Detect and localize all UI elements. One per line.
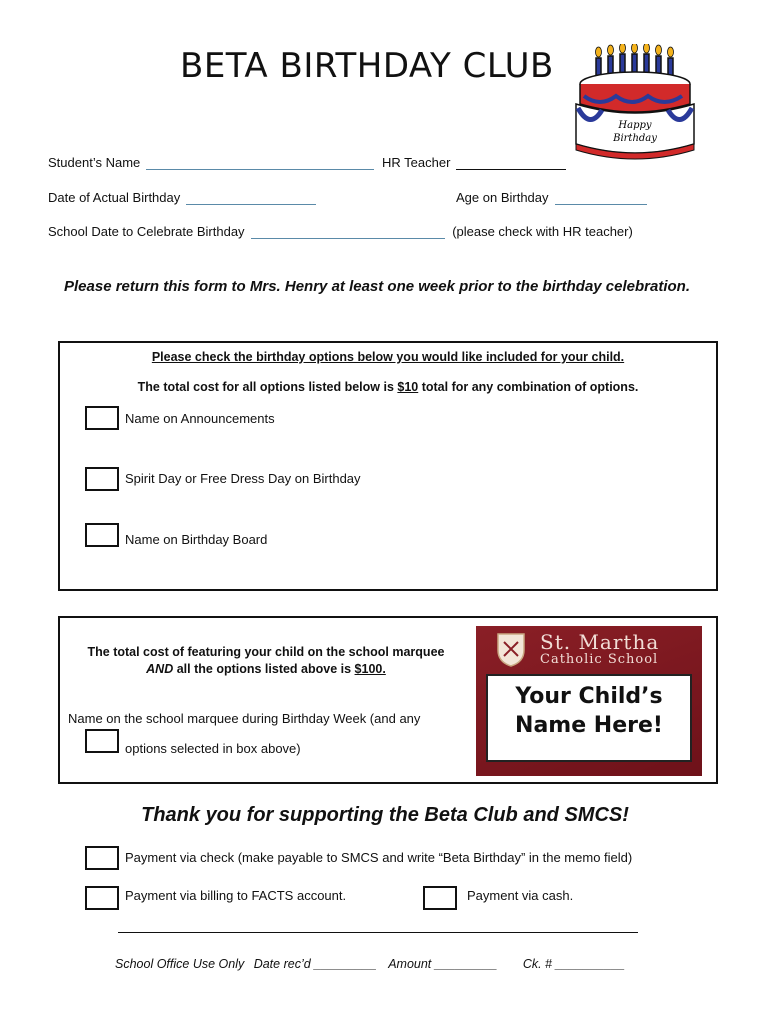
payment-check-label: Payment via check (make payable to SMCS and write “Beta Birthday” in the memo field): [125, 850, 633, 865]
marquee-checkbox[interactable]: [85, 729, 119, 753]
marquee-and: AND: [146, 662, 174, 676]
sign-school-name: St. Martha: [540, 630, 660, 654]
marquee-cost-line2: [66, 662, 466, 676]
school-crest-icon: [496, 632, 526, 668]
office-check-number: Ck. # __________: [522, 957, 625, 971]
options-box: [58, 341, 718, 591]
sign-name-panel: [486, 674, 692, 762]
school-date-field[interactable]: [48, 224, 633, 239]
school-date-blank[interactable]: [251, 224, 445, 239]
cake-text-happy: Happy: [618, 120, 652, 131]
options-cost: [58, 380, 718, 394]
student-name-label: Student’s Name: [48, 155, 141, 170]
marquee-option-line2: options selected in box above): [125, 741, 301, 756]
options-heading: Please check the birthday options below you would like included for your child.: [151, 350, 625, 364]
office-date-received: Date rec’d _________: [253, 957, 377, 971]
marquee-cost-rest: all the options listed above is: [173, 662, 355, 676]
birthday-cake-icon: [570, 44, 700, 162]
payment-cash-label: Payment via cash.: [467, 888, 574, 903]
marquee-option-line1: Name on the school marquee during Birthday Week (and any: [68, 711, 421, 726]
thanks-message: Thank you for supporting the Beta Club and SMCS!: [141, 804, 629, 826]
sign-school-type: Catholic School: [540, 652, 659, 667]
office-amount: Amount _________: [388, 957, 498, 971]
office-use-row: [115, 957, 625, 971]
student-name-field[interactable]: [48, 155, 374, 170]
options-cost-amount: $10: [397, 380, 419, 394]
sign-name-line2: Name Here!: [515, 713, 663, 738]
school-date-label: School Date to Celebrate Birthday: [48, 224, 245, 239]
birthday-board-checkbox[interactable]: [85, 523, 119, 547]
page-title: BETA BIRTHDAY CLUB: [180, 46, 554, 86]
hr-teacher-label: HR Teacher: [382, 155, 451, 170]
birthday-date-label: Date of Actual Birthday: [48, 190, 181, 205]
birthday-board-label: Name on Birthday Board: [125, 532, 268, 547]
payment-check-checkbox[interactable]: [85, 846, 119, 870]
payment-billing-label: Payment via billing to FACTS account.: [125, 888, 347, 903]
payment-billing-checkbox[interactable]: [85, 886, 119, 910]
age-blank[interactable]: [555, 190, 647, 205]
announcements-checkbox[interactable]: [85, 406, 119, 430]
spirit-day-checkbox[interactable]: [85, 467, 119, 491]
school-date-note: (please check with HR teacher): [452, 224, 633, 239]
birthday-date-field[interactable]: [48, 190, 316, 205]
return-note: Please return this form to Mrs. Henry at least one week prior to the birthday celebration.: [64, 278, 690, 295]
hr-teacher-blank[interactable]: [456, 155, 566, 170]
office-divider: [118, 932, 638, 933]
sign-name-line1: Your Child’s: [515, 684, 663, 709]
hr-teacher-field[interactable]: [382, 155, 566, 170]
office-label: School Office Use Only: [115, 957, 245, 971]
options-cost-prefix: The total cost for all options listed below is: [137, 380, 398, 394]
age-field[interactable]: [456, 190, 647, 205]
announcements-label: Name on Announcements: [125, 411, 275, 426]
marquee-cost-line1: The total cost of featuring your child on the school marquee: [87, 645, 445, 659]
birthday-date-blank[interactable]: [186, 190, 316, 205]
options-cost-suffix: total for any combination of options.: [418, 380, 639, 394]
school-marquee-sign: [476, 626, 702, 776]
cake-text-birthday: Birthday: [613, 133, 657, 144]
marquee-price: $100.: [354, 662, 386, 676]
student-name-blank[interactable]: [146, 155, 374, 170]
age-label: Age on Birthday: [456, 190, 549, 205]
spirit-day-label: Spirit Day or Free Dress Day on Birthday: [125, 471, 361, 486]
payment-cash-checkbox[interactable]: [423, 886, 457, 910]
